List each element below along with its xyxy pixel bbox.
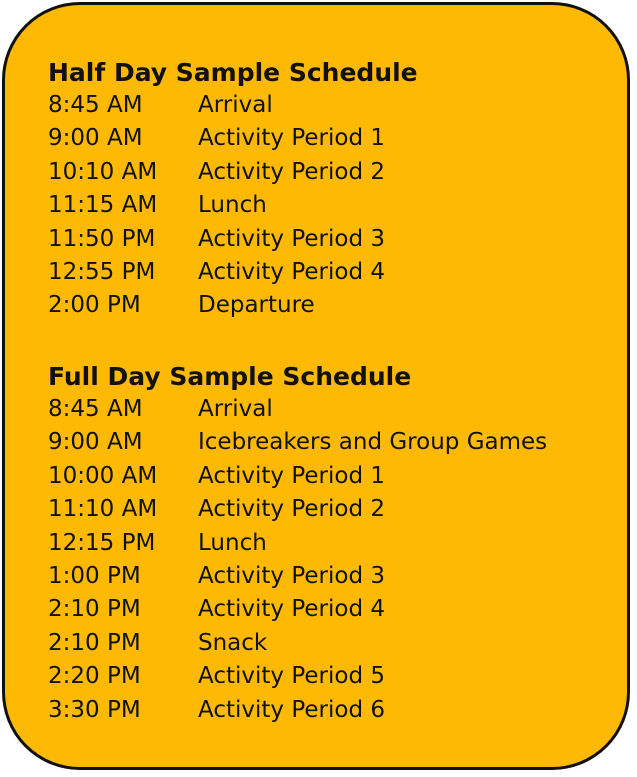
half-day-schedule: [48, 57, 418, 323]
schedule-activity: Activity Period 4: [198, 258, 385, 285]
schedule-row: [48, 426, 547, 459]
full-day-title: Full Day Sample Schedule: [48, 362, 412, 391]
schedule-activity: Arrival: [198, 396, 273, 422]
schedule-row: [48, 89, 418, 122]
schedule-row: [48, 223, 418, 256]
schedule-activity: Activity Period 1: [198, 462, 385, 489]
schedule-time: 8:45 AM: [48, 92, 143, 118]
schedule-activity: Activity Period 2: [198, 496, 385, 523]
schedule-activity: Activity Period 2: [198, 158, 385, 185]
schedule-activity: Departure: [198, 292, 315, 319]
schedule-time: 2:20 PM: [48, 663, 141, 690]
schedule-activity: Icebreakers and Group Games: [198, 429, 548, 456]
schedule-activity: Activity Period 5: [198, 663, 385, 690]
schedule-time: 9:00 AM: [48, 429, 143, 456]
schedule-activity: Snack: [198, 629, 268, 656]
schedule-time: 3:30 PM: [48, 696, 141, 723]
schedule-time: 11:10 AM: [48, 496, 158, 523]
schedule-row: [48, 593, 547, 626]
schedule-activity: Activity Period 6: [198, 696, 385, 723]
schedule-activity: Activity Period 1: [198, 125, 385, 152]
schedule-row: [48, 189, 418, 222]
schedule-activity: Arrival: [198, 92, 273, 118]
schedule-activity: Lunch: [198, 529, 267, 556]
schedule-row: [48, 156, 418, 189]
schedule-time: 8:45 AM: [48, 396, 143, 422]
schedule-time: 10:00 AM: [48, 462, 158, 489]
schedule-row: [48, 560, 547, 593]
schedule-row: [48, 527, 547, 560]
schedule-time: 11:15 AM: [48, 192, 158, 219]
schedule-time: 2:10 PM: [48, 596, 141, 623]
schedule-activity: Activity Period 3: [198, 562, 385, 589]
schedule-time: 11:50 PM: [48, 225, 156, 252]
schedule-row: [48, 493, 547, 526]
schedule-row: [48, 289, 418, 322]
schedule-row: [48, 660, 547, 693]
schedule-time: 12:15 PM: [48, 529, 156, 556]
schedule-time: 2:10 PM: [48, 629, 141, 656]
schedule-time: 10:10 AM: [48, 158, 158, 185]
schedule-time: 2:00 PM: [48, 292, 141, 319]
schedule-activity: Activity Period 4: [198, 596, 385, 623]
schedule-row: [48, 694, 547, 727]
schedule-row: [48, 627, 547, 660]
schedule-time: 9:00 AM: [48, 125, 143, 152]
half-day-title: Half Day Sample Schedule: [48, 58, 418, 87]
schedule-card: [2, 2, 630, 770]
schedule-row: [48, 256, 418, 289]
schedule-activity: Activity Period 3: [198, 225, 385, 252]
schedule-activity: Lunch: [198, 192, 267, 219]
schedule-time: 1:00 PM: [48, 562, 141, 589]
schedule-time: 12:55 PM: [48, 258, 156, 285]
schedule-row: [48, 393, 547, 426]
schedule-row: [48, 460, 547, 493]
schedule-row: [48, 122, 418, 155]
full-day-schedule: [48, 361, 547, 727]
